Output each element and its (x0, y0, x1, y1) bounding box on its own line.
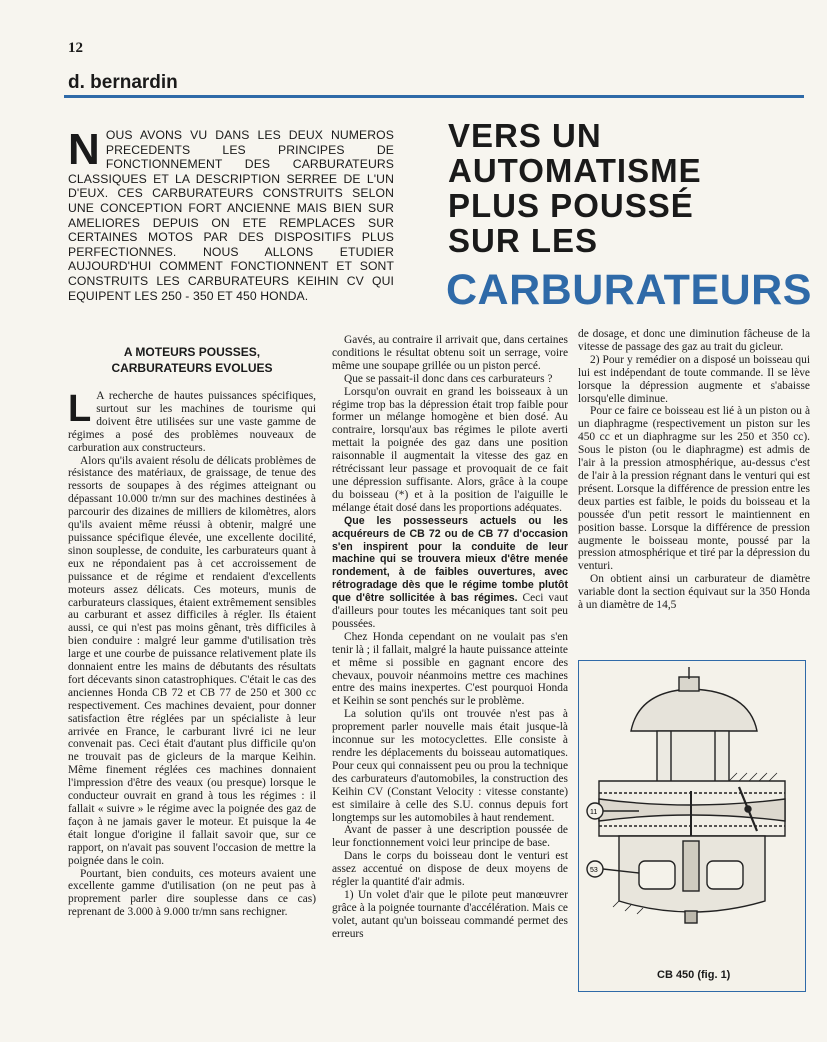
intro-paragraph (68, 125, 394, 303)
figure-caption: CB 450 (fig. 1) (657, 969, 731, 981)
paragraph: 1) Un volet d'air que le pilote peut manœuvrer grâce à la poignée tournante d'accélération. Mais ce volet, autant qu'un boisseau commandé permet des erreurs (332, 888, 568, 940)
paragraph: Chez Honda cependant on ne voulait pas s'en tenir là ; il fallait, malgré la haute puissance atteinte et même si possible en gagnant encore des chevaux, pouvoir néanmoins mettre ces machines entre des mains inexpertes. C'est pourquoi Honda et Keihin se sont penchés sur le problème. (332, 630, 568, 708)
paragraph (332, 515, 568, 631)
section-heading-line: A MOTEURS POUSSES, (123, 345, 261, 359)
paragraph-text: A recherche de hautes puissances spécifiques, surtout sur les machines de tourisme qui doivent être utilisées sur une vaste gamme de régimes a posé des problèmes nouveaux de carburation aux constructeurs. (68, 390, 316, 454)
intro-text: OUS AVONS VU DANS LES DEUX NUMEROS PRECEDENTS LES PRINCIPES DE FONCTIONNEMENT DES CARBURATEURS CLASSIQUES ET LA DESCRIPTION SERREE DE L'UN D'EUX. CES CARBURATEURS CONSTRUITS SELON UNE CONCEPTION FORT ANCIENNE MAIS BIEN SUR AMELIORES DEPUIS ON ETE REMPLACES SUR CERTAINES MOTOS PAR DES DISPOSITIFS PLUS PERFECTIONNES. NOUS ALLONS ETUDIER AUJOURD'HUI COMMENT FONCTIONNENT ET SONT CONSTRUITS LES CARBURATEURS KEIHIN CV QUI EQUIPENT LES 250 - 350 ET 450 HONDA. (68, 128, 394, 303)
author-byline: d. bernardin (68, 72, 178, 93)
article-title-keyword: CARBURATEURS (446, 266, 812, 314)
paragraph: Gavés, au contraire il arrivait que, dans certaines conditions le résultat obtenu soit un serrage, voire même une soupape grillée ou un piston percé. (332, 334, 568, 372)
paragraph: Alors qu'ils avaient résolu de délicats problèmes de résistance des matériaux, de graissage, de tenue des ressorts de soupapes à des régimes atteignant ou dépassant 10.000 tr/mn sur des machines destinées à parcourir des dizaines de milliers de kilomètres, alors qu'ils avaient même réussi à obtenir, malgré une puissance spécifique élevée, une excellente docilité, sinon souplesse, de conduite, les carburateurs quant à eux ne répondaient pas à cet accroissement de puissance et de régime et rendaient d'excellents moteurs assez délicats. Ces moteurs, munis de carburateurs classiques, étaient extrêmement sensibles au carburant et assez difficiles à régler. Ils étaient aussi, ce qui n'est pas moins gênant, très difficiles à bien conduire : malgré leur gamme d'utilisation très large et une courbe de puissance relativement plate ils donnaient entre les mains de débutants des résultats fort décevants sinon catastrophiques. C'était le cas des anciennes Honda CB 72 et CB 77 de 250 et 300 cc respectivement. Ces machines devaient, pour donner satisfaction être réglées par un spécialiste à leur arrivée en France, le carburant livré ici ne leur convenait pas. Ceci était d'autant plus difficile qu'on ne trouvait pas de gicleurs de la marque Keihin. Même finement réglées ces machines donnaient l'impression d'être des veaux (ou presque) lorsque le conducteur ouvrait en grand à tous les régimes : il fallait « suivre » le régime avec la poignée des gaz de façon à ne jamais gaver le moteur. Et puisque la 4e était longue d'origine il fallait savoir que, sur ce rapport, on n'avait pas souvent l'occasion de mettre la poignée dans le coin. (68, 454, 316, 867)
page-number: 12 (68, 40, 83, 56)
col1-drop-cap: L (68, 388, 92, 430)
header-rule (64, 95, 804, 98)
bold-advice: Que les possesseurs actuels ou les acquéreurs de CB 72 ou de CB 77 d'occasion s'en inspirent pour la conduite de leur machine qui se trouvera mieux d'être menée rondement, à de faibles ouvertures, avec rétrogradage dès que le régime tombe plutôt que d'être sollicitée à bas régimes. (332, 514, 568, 605)
callout-label: 11 (590, 809, 598, 816)
title-line: VERS UN (448, 117, 602, 154)
title-line: PLUS POUSSÉ (448, 187, 694, 224)
paragraph (68, 390, 316, 455)
paragraph: Pour ce faire ce boisseau est lié à un piston ou à un diaphragme (respectivement un piston sur les 450 cc et un diaphragme sur les 250 et 350 cc). Sous le piston (ou le diaphragme) est admis de l'air à la pression atmosphérique, au-dessus c'est de l'air à la pression régnant dans le venturi qui est présent. Lorsque la différence de pression entre les deux parties est faible, le poids du boisseau et la poussée d'un petit ressort le maintiennent en position basse. Lorsque la différence de pression augmente le boisseau monte, poussé par la pression atmosphérique et tiré par la dépression du venturi. (578, 405, 810, 573)
paragraph: Dans le corps du boisseau dont le venturi est assez accentué on dispose de deux moyens de régler la quantité d'air admis. (332, 850, 568, 889)
carburetor-figure (578, 660, 806, 992)
paragraph: Lorsqu'on ouvrait en grand les boisseaux à un régime trop bas la dépression était trop faible pour former un mélange homogène et bien dosé. Au contraire, lorsqu'aux bas régimes le pilote averti mettait la poignée des gaz dans une position raisonnable il augmentait la vitesse des gaz en rétrécissant leur passage et provoquait de ce fait une dépression suffisante. Alors, grâce à la coupe du boisseau (*) et à la position de l'aiguille le mélange était dosé dans les proportions adéquates. (332, 385, 568, 514)
paragraph-text: Ceci vaut d'ailleurs pour toutes les mécaniques tant soit peu poussées. (332, 592, 568, 630)
paragraph: Que se passait-il donc dans ces carburateurs ? (344, 372, 553, 385)
title-line: SUR LES (448, 222, 599, 259)
paragraph: 2) Pour y remédier on a disposé un boisseau qui lui est indépendant de toute commande. Il se lève lorsque la dépression augmente et s'abaisse lorsqu'elle diminue. (578, 353, 810, 405)
column-2 (332, 334, 568, 941)
title-line: AUTOMATISME (448, 152, 702, 189)
paragraph: On obtient ainsi un carburateur de diamètre variable dont la section équivaut sur la 350 Honda à un diamètre de 14,5 (578, 573, 810, 612)
carburetor-diagram (579, 661, 805, 991)
paragraph: La solution qu'ils ont trouvée n'est pas à proprement parler nouvelle mais était jusque-là inconnue sur les motocyclettes. Elle consiste à rendre les déplacements du boisseau automatiques. Pour ceux qui connaissent peu ou prou la technique des carburateurs d'automobiles, la construction des Keihin CV (Constant Velocity : vitesse constante) est similaire à celle des S.U. connus depuis fort longtemps sur les automobiles à haut rendement. (332, 708, 568, 824)
article-title (448, 118, 808, 258)
paragraph: Avant de passer à une description poussée de leur fonctionnement voici leur principe de base. (332, 824, 568, 850)
column-3 (578, 328, 810, 612)
section-heading (68, 344, 316, 376)
column-1 (68, 344, 316, 919)
intro-drop-cap: N (68, 125, 100, 174)
paragraph: de dosage, et donc une diminution fâcheuse de la vitesse de passage des gaz au trait du gicleur. (578, 328, 810, 353)
section-heading-line: CARBURATEURS EVOLUES (111, 361, 273, 375)
callout-label: 53 (590, 867, 598, 874)
paragraph: Pourtant, bien conduits, ces moteurs avaient une excellente gamme d'utilisation (on ne peut pas à proprement parler dire souplesse dans ce cas) reprenant de 3.000 à 9.000 tr/mn sans rechigner. (68, 867, 316, 919)
